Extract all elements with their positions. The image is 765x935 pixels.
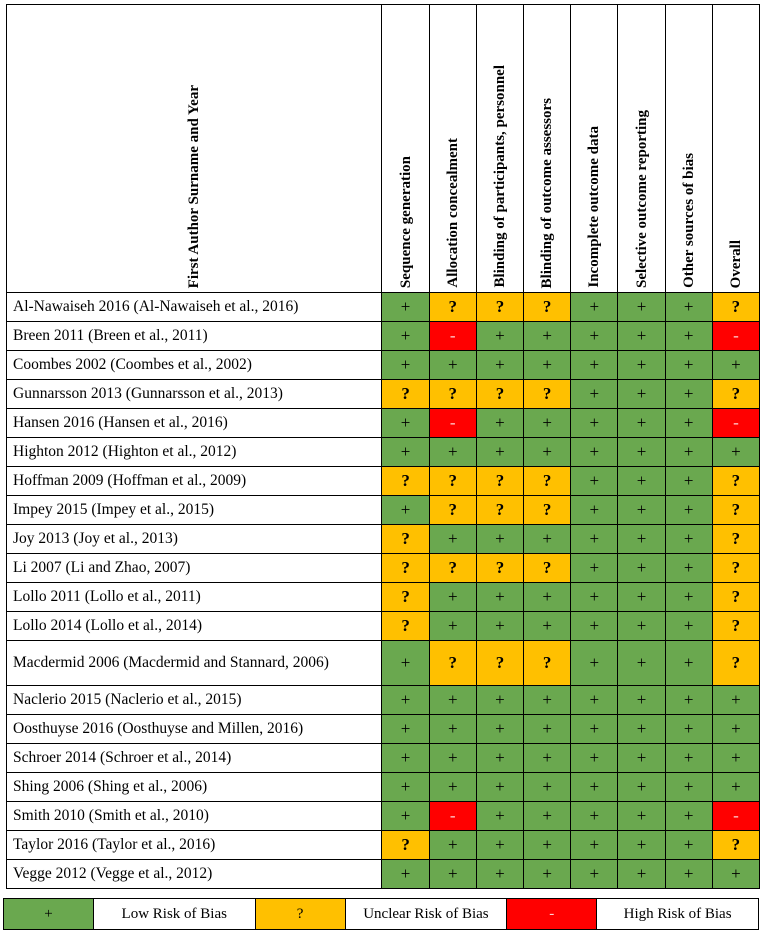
- rating-cell-low: +: [476, 686, 523, 715]
- study-name: Breen 2011 (Breen et al., 2011): [7, 322, 382, 351]
- table-row: [7, 641, 760, 686]
- column-header-label: Allocation concealment: [444, 138, 461, 288]
- rating-cell-unclear: ?: [476, 641, 523, 686]
- rating-cell-low: +: [524, 351, 571, 380]
- rating-cell-unclear: ?: [524, 380, 571, 409]
- rating-cell-low: +: [571, 612, 618, 641]
- rating-cell-high: -: [712, 409, 759, 438]
- rating-cell-low: +: [382, 860, 429, 889]
- rating-cell-low: +: [571, 322, 618, 351]
- rating-cell-low: +: [524, 409, 571, 438]
- rating-cell-low: +: [618, 831, 665, 860]
- legend-row: [4, 899, 759, 930]
- rating-cell-low: +: [712, 715, 759, 744]
- rating-cell-low: +: [382, 686, 429, 715]
- legend-label-unclear: Unclear Risk of Bias: [345, 899, 507, 930]
- rating-cell-low: +: [524, 612, 571, 641]
- column-header-allocation-concealment: [429, 5, 476, 293]
- rating-cell-low: +: [476, 831, 523, 860]
- legend-label-high: High Risk of Bias: [597, 899, 759, 930]
- rating-cell-low: +: [618, 744, 665, 773]
- column-header-blinding-assessors: [524, 5, 571, 293]
- rating-cell-low: +: [476, 802, 523, 831]
- rating-cell-low: +: [665, 802, 712, 831]
- table-row: [7, 773, 760, 802]
- rating-cell-low: +: [429, 686, 476, 715]
- rating-cell-high: -: [429, 322, 476, 351]
- rating-cell-unclear: ?: [429, 641, 476, 686]
- rating-cell-low: +: [571, 715, 618, 744]
- rating-cell-high: -: [712, 322, 759, 351]
- column-header-other-bias: [665, 5, 712, 293]
- rating-cell-unclear: ?: [524, 554, 571, 583]
- rating-cell-low: +: [382, 715, 429, 744]
- rating-cell-low: +: [618, 802, 665, 831]
- rating-cell-low: +: [476, 715, 523, 744]
- rating-cell-unclear: ?: [712, 293, 759, 322]
- rating-cell-unclear: ?: [524, 293, 571, 322]
- study-name: Taylor 2016 (Taylor et al., 2016): [7, 831, 382, 860]
- table-row: [7, 802, 760, 831]
- rating-cell-low: +: [476, 409, 523, 438]
- rating-cell-low: +: [618, 409, 665, 438]
- header-row: [7, 5, 760, 293]
- column-header-label: Other sources of bias: [680, 153, 697, 288]
- rating-cell-unclear: ?: [382, 831, 429, 860]
- rating-cell-low: +: [712, 686, 759, 715]
- rating-cell-low: +: [571, 802, 618, 831]
- table-row: [7, 496, 760, 525]
- rating-cell-low: +: [524, 322, 571, 351]
- rating-cell-low: +: [618, 293, 665, 322]
- rating-cell-low: +: [571, 438, 618, 467]
- column-header-blinding-participants: [476, 5, 523, 293]
- rating-cell-low: +: [665, 641, 712, 686]
- legend-swatch-unclear: ?: [255, 899, 345, 930]
- rating-cell-low: +: [571, 496, 618, 525]
- table-row: [7, 467, 760, 496]
- rating-cell-low: +: [429, 831, 476, 860]
- rating-cell-low: +: [476, 322, 523, 351]
- rating-cell-low: +: [665, 525, 712, 554]
- rating-cell-low: +: [429, 438, 476, 467]
- study-name: Naclerio 2015 (Naclerio et al., 2015): [7, 686, 382, 715]
- rating-cell-unclear: ?: [712, 496, 759, 525]
- study-name: Smith 2010 (Smith et al., 2010): [7, 802, 382, 831]
- rating-cell-low: +: [665, 715, 712, 744]
- rating-cell-low: +: [476, 351, 523, 380]
- study-name: Schroer 2014 (Schroer et al., 2014): [7, 744, 382, 773]
- rating-cell-low: +: [524, 686, 571, 715]
- table-row: [7, 322, 760, 351]
- rating-cell-low: +: [382, 802, 429, 831]
- study-name: Gunnarsson 2013 (Gunnarsson et al., 2013): [7, 380, 382, 409]
- rating-cell-low: +: [571, 293, 618, 322]
- rating-cell-low: +: [618, 612, 665, 641]
- rating-cell-low: +: [476, 583, 523, 612]
- rating-cell-low: +: [618, 467, 665, 496]
- table-row: [7, 715, 760, 744]
- rating-cell-low: +: [618, 715, 665, 744]
- rating-cell-low: +: [665, 380, 712, 409]
- rating-cell-low: +: [665, 831, 712, 860]
- rating-cell-low: +: [429, 860, 476, 889]
- rating-cell-unclear: ?: [712, 554, 759, 583]
- rating-cell-unclear: ?: [524, 641, 571, 686]
- column-header-label: Blinding of participants, personnel: [491, 65, 508, 288]
- rating-cell-low: +: [571, 583, 618, 612]
- rating-cell-unclear: ?: [476, 293, 523, 322]
- rating-cell-low: +: [524, 831, 571, 860]
- rating-cell-low: +: [571, 351, 618, 380]
- legend-label-low: Low Risk of Bias: [93, 899, 255, 930]
- rating-cell-unclear: ?: [382, 467, 429, 496]
- rating-cell-low: +: [665, 438, 712, 467]
- rating-cell-unclear: ?: [524, 496, 571, 525]
- study-name: Lollo 2014 (Lollo et al., 2014): [7, 612, 382, 641]
- rating-cell-low: +: [571, 773, 618, 802]
- rating-cell-low: +: [712, 860, 759, 889]
- rating-cell-unclear: ?: [712, 831, 759, 860]
- rating-cell-low: +: [618, 641, 665, 686]
- rating-cell-low: +: [618, 380, 665, 409]
- rating-cell-low: +: [429, 715, 476, 744]
- rating-cell-low: +: [382, 322, 429, 351]
- rating-cell-low: +: [665, 322, 712, 351]
- rating-cell-unclear: ?: [712, 525, 759, 554]
- rating-cell-low: +: [665, 496, 712, 525]
- rating-cell-low: +: [524, 860, 571, 889]
- rating-cell-low: +: [429, 525, 476, 554]
- study-name: Joy 2013 (Joy et al., 2013): [7, 525, 382, 554]
- rating-cell-low: +: [382, 438, 429, 467]
- rating-cell-low: +: [618, 525, 665, 554]
- rating-cell-low: +: [524, 583, 571, 612]
- rating-cell-low: +: [429, 583, 476, 612]
- rating-cell-low: +: [618, 860, 665, 889]
- rating-cell-low: +: [618, 583, 665, 612]
- rating-cell-unclear: ?: [476, 496, 523, 525]
- rating-cell-low: +: [524, 802, 571, 831]
- study-name: Hansen 2016 (Hansen et al., 2016): [7, 409, 382, 438]
- rating-cell-low: +: [571, 641, 618, 686]
- rating-cell-unclear: ?: [712, 380, 759, 409]
- table-row: [7, 831, 760, 860]
- rating-cell-low: +: [476, 860, 523, 889]
- rating-cell-low: +: [618, 496, 665, 525]
- column-header-study: [7, 5, 382, 293]
- rating-cell-low: +: [571, 467, 618, 496]
- rating-cell-low: +: [382, 641, 429, 686]
- rating-cell-unclear: ?: [712, 641, 759, 686]
- table-row: [7, 612, 760, 641]
- rating-cell-low: +: [571, 525, 618, 554]
- rating-cell-low: +: [618, 322, 665, 351]
- rating-cell-unclear: ?: [429, 496, 476, 525]
- rating-cell-low: +: [571, 380, 618, 409]
- rating-cell-low: +: [665, 554, 712, 583]
- rating-cell-unclear: ?: [382, 525, 429, 554]
- rating-cell-low: +: [476, 612, 523, 641]
- rating-cell-low: +: [712, 351, 759, 380]
- study-name: Oosthuyse 2016 (Oosthuyse and Millen, 2016): [7, 715, 382, 744]
- rating-cell-low: +: [571, 831, 618, 860]
- column-header-selective-reporting: [618, 5, 665, 293]
- column-header-label: Overall: [727, 239, 744, 288]
- rating-cell-unclear: ?: [429, 467, 476, 496]
- legend-swatch-low: +: [4, 899, 94, 930]
- table-row: [7, 438, 760, 467]
- risk-of-bias-table: [6, 4, 760, 889]
- study-name: Highton 2012 (Highton et al., 2012): [7, 438, 382, 467]
- study-name: Li 2007 (Li and Zhao, 2007): [7, 554, 382, 583]
- rating-cell-low: +: [382, 773, 429, 802]
- rating-cell-unclear: ?: [476, 380, 523, 409]
- rating-cell-low: +: [665, 583, 712, 612]
- study-name: Coombes 2002 (Coombes et al., 2002): [7, 351, 382, 380]
- legend: [3, 898, 759, 930]
- column-header-sequence-generation: [382, 5, 429, 293]
- column-header-label: Sequence generation: [397, 155, 414, 288]
- table-row: [7, 409, 760, 438]
- rating-cell-unclear: ?: [476, 554, 523, 583]
- column-header-label: Selective outcome reporting: [633, 109, 650, 288]
- rating-cell-unclear: ?: [712, 583, 759, 612]
- table-body: [7, 293, 760, 889]
- rating-cell-low: +: [665, 744, 712, 773]
- study-name: Shing 2006 (Shing et al., 2006): [7, 773, 382, 802]
- rating-cell-unclear: ?: [382, 554, 429, 583]
- rating-cell-low: +: [429, 351, 476, 380]
- rating-cell-low: +: [712, 744, 759, 773]
- rating-cell-low: +: [524, 525, 571, 554]
- rating-cell-low: +: [476, 773, 523, 802]
- table-row: [7, 860, 760, 889]
- rating-cell-low: +: [571, 744, 618, 773]
- column-header-overall: [712, 5, 759, 293]
- table-row: [7, 744, 760, 773]
- rating-cell-unclear: ?: [382, 612, 429, 641]
- rating-cell-low: +: [665, 686, 712, 715]
- rating-cell-low: +: [712, 773, 759, 802]
- rating-cell-low: +: [382, 496, 429, 525]
- rating-cell-low: +: [524, 773, 571, 802]
- legend-swatch-high: -: [507, 899, 597, 930]
- rating-cell-low: +: [524, 438, 571, 467]
- table-row: [7, 686, 760, 715]
- rating-cell-unclear: ?: [712, 612, 759, 641]
- column-header-label: First Author Surname and Year: [186, 84, 203, 288]
- table-row: [7, 554, 760, 583]
- rating-cell-unclear: ?: [382, 380, 429, 409]
- rating-cell-low: +: [382, 409, 429, 438]
- study-name: Impey 2015 (Impey et al., 2015): [7, 496, 382, 525]
- rating-cell-low: +: [665, 409, 712, 438]
- rating-cell-unclear: ?: [429, 293, 476, 322]
- rating-cell-low: +: [665, 467, 712, 496]
- study-name: Macdermid 2006 (Macdermid and Stannard, 2006): [7, 641, 382, 686]
- rating-cell-low: +: [618, 351, 665, 380]
- table-row: [7, 351, 760, 380]
- rating-cell-low: +: [382, 293, 429, 322]
- rating-cell-low: +: [618, 438, 665, 467]
- column-header-incomplete-outcome: [571, 5, 618, 293]
- rating-cell-low: +: [524, 744, 571, 773]
- rating-cell-low: +: [476, 744, 523, 773]
- study-name: Al-Nawaiseh 2016 (Al-Nawaiseh et al., 2016): [7, 293, 382, 322]
- rating-cell-low: +: [618, 773, 665, 802]
- rating-cell-low: +: [571, 686, 618, 715]
- rating-cell-low: +: [382, 351, 429, 380]
- rating-cell-unclear: ?: [429, 380, 476, 409]
- rating-cell-low: +: [571, 409, 618, 438]
- rating-cell-low: +: [712, 438, 759, 467]
- rating-cell-low: +: [618, 554, 665, 583]
- rating-cell-high: -: [712, 802, 759, 831]
- column-header-label: Blinding of outcome assessors: [539, 97, 556, 288]
- table-row: [7, 525, 760, 554]
- rating-cell-low: +: [618, 686, 665, 715]
- rating-cell-high: -: [429, 409, 476, 438]
- rating-cell-low: +: [429, 612, 476, 641]
- rating-cell-low: +: [476, 525, 523, 554]
- column-header-label: Incomplete outcome data: [586, 126, 603, 288]
- table-row: [7, 293, 760, 322]
- table-row: [7, 380, 760, 409]
- study-name: Vegge 2012 (Vegge et al., 2012): [7, 860, 382, 889]
- rating-cell-low: +: [571, 860, 618, 889]
- rating-cell-low: +: [665, 293, 712, 322]
- rating-cell-unclear: ?: [382, 583, 429, 612]
- rating-cell-unclear: ?: [476, 467, 523, 496]
- study-name: Hoffman 2009 (Hoffman et al., 2009): [7, 467, 382, 496]
- rating-cell-unclear: ?: [429, 554, 476, 583]
- rating-cell-low: +: [382, 744, 429, 773]
- rating-cell-low: +: [665, 612, 712, 641]
- rating-cell-low: +: [429, 744, 476, 773]
- rating-cell-low: +: [476, 438, 523, 467]
- rating-cell-low: +: [524, 715, 571, 744]
- rating-cell-unclear: ?: [524, 467, 571, 496]
- rating-cell-unclear: ?: [712, 467, 759, 496]
- rating-cell-low: +: [665, 860, 712, 889]
- study-name: Lollo 2011 (Lollo et al., 2011): [7, 583, 382, 612]
- rating-cell-low: +: [429, 773, 476, 802]
- rating-cell-low: +: [665, 351, 712, 380]
- table-row: [7, 583, 760, 612]
- rating-cell-high: -: [429, 802, 476, 831]
- rating-cell-low: +: [665, 773, 712, 802]
- rating-cell-low: +: [571, 554, 618, 583]
